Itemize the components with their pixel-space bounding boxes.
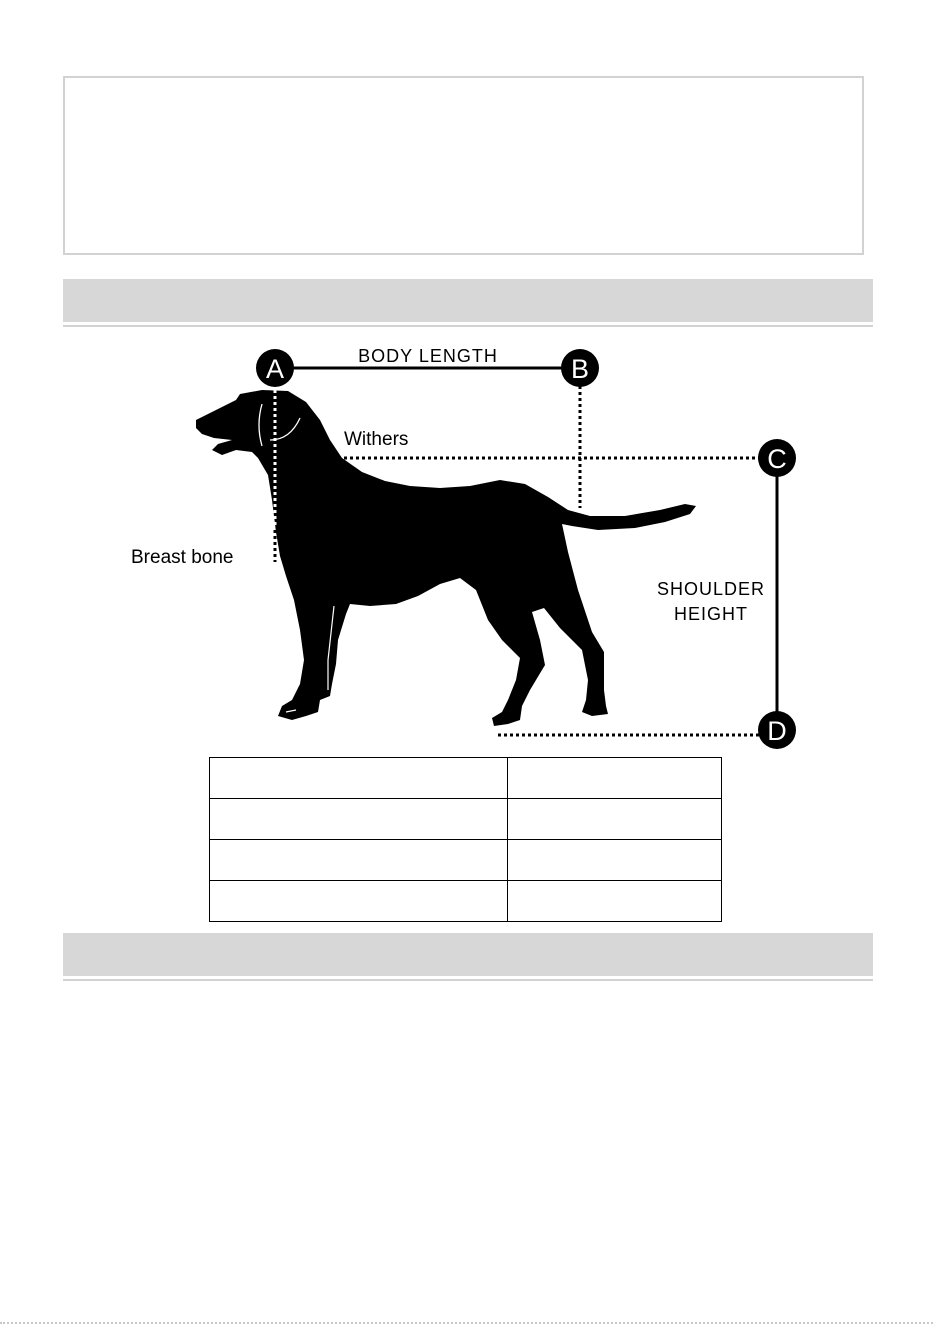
point-d-label: D [767, 716, 787, 746]
table-row [210, 799, 722, 840]
shoulder-height-label-line1: SHOULDER [656, 579, 766, 599]
point-b-label: B [570, 354, 590, 384]
table-cell [508, 840, 722, 881]
body-length-label: BODY LENGTH [358, 346, 498, 366]
shoulder-height-label-line2: HEIGHT [673, 604, 749, 624]
table-cell [210, 799, 508, 840]
point-b-marker [561, 349, 599, 387]
section-header-bar-2 [63, 933, 873, 976]
breast-bone-label: Breast bone [131, 547, 234, 568]
table-cell [508, 881, 722, 922]
section-header-bar-1 [63, 279, 873, 322]
point-a-label: A [265, 354, 285, 384]
section-divider-2 [63, 979, 873, 981]
table-cell [210, 881, 508, 922]
point-a-marker [256, 349, 294, 387]
table-row [210, 840, 722, 881]
dog-measurement-diagram [0, 330, 933, 750]
info-box [63, 76, 864, 255]
point-c-marker [758, 439, 796, 477]
table-row [210, 758, 722, 799]
table-cell [210, 758, 508, 799]
table-cell [508, 799, 722, 840]
withers-label: Withers [344, 429, 409, 450]
section-divider-1 [63, 325, 873, 327]
point-c-label: C [767, 444, 787, 474]
table-cell [508, 758, 722, 799]
table-row [210, 881, 722, 922]
table-cell [210, 840, 508, 881]
measurement-table [209, 757, 722, 922]
point-d-marker [758, 711, 796, 749]
